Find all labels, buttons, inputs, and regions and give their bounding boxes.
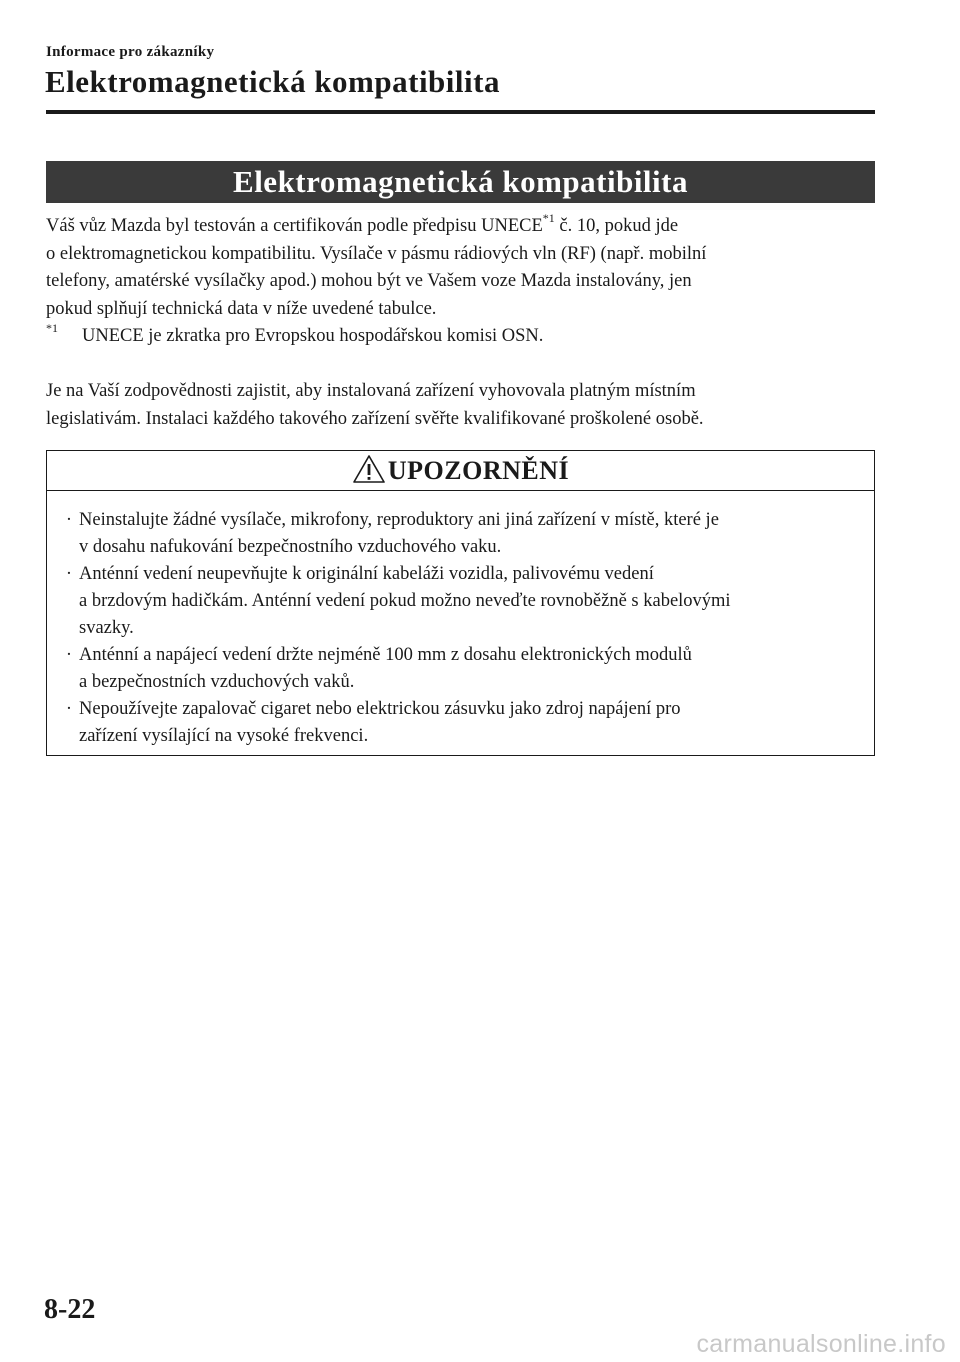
footnote-text: UNECE je zkratka pro Evropskou hospodářskou komisi OSN. (82, 326, 544, 346)
caution-item-line: Anténní vedení neupevňujte k originální kabeláži vozidla, palivovému vedení (79, 564, 654, 584)
page-title-bar: Elektromagnetická kompatibilita (46, 161, 875, 203)
watermark: carmanualsonline.info (696, 1330, 946, 1358)
footnote-reference: *1 (542, 210, 555, 225)
section-title: Elektromagnetická kompatibilita (45, 64, 500, 99)
caution-item (61, 642, 864, 696)
caution-item (61, 507, 864, 561)
caution-list (47, 491, 874, 750)
caution-item (61, 561, 864, 642)
bullet: · (65, 645, 73, 665)
caution-item-line: Neinstalujte žádné vysílače, mikrofony, reproduktory ani jiná zařízení v místě, které je (79, 510, 719, 530)
bullet: · (65, 510, 73, 530)
responsibility-line-2: legislativám. Instalaci každého takového zařízení svěřte kvalifikované proškolené osobě. (46, 408, 704, 429)
responsibility-paragraph (46, 378, 886, 433)
caution-item-line: svazky. (79, 618, 134, 638)
intro-line-2: o elektromagnetickou kompatibilitu. Vysílače v pásmu rádiových vln (RF) (např. mobilní (46, 243, 707, 264)
caution-heading: UPOZORNĚNÍ (387, 455, 570, 485)
caution-item-line: Anténní a napájecí vedení držte nejméně 100 mm z dosahu elektronických modulů (79, 645, 692, 665)
page-number: 8-22 (44, 1294, 96, 1325)
caution-item-line: v dosahu nafukování bezpečnostního vzduchového vaku. (79, 537, 502, 557)
section-subtitle: Informace pro zákazníky (46, 44, 215, 60)
bullet: · (65, 564, 73, 584)
intro-line-1-tail: č. 10, pokud jde (554, 216, 679, 236)
header-divider (46, 110, 875, 114)
responsibility-line-1: Je na Vaší zodpovědnosti zajistit, aby instalovaná zařízení vyhovovala platným místním (46, 381, 696, 401)
caution-header (47, 451, 874, 491)
caution-item-line: Nepoužívejte zapalovač cigaret nebo elektrickou zásuvku jako zdroj napájení pro (79, 699, 681, 719)
intro-paragraph (46, 210, 886, 351)
caution-item (61, 696, 864, 750)
caution-box (46, 450, 875, 756)
caution-item-line: a brzdovým hadičkám. Anténní vedení pokud možno neveďte rovnoběžně s kabelovými (79, 591, 731, 611)
intro-line-1 (46, 210, 886, 241)
footnote-mark: *1 (46, 320, 58, 335)
intro-line-4: pokud splňují technická data v níže uvedené tabulce. (46, 298, 437, 319)
intro-line-1-text: Váš vůz Mazda byl testován a certifikován podle předpisu UNECE (46, 216, 543, 236)
caution-item-line: a bezpečnostních vzduchových vaků. (79, 672, 355, 692)
intro-line-3: telefony, amatérské vysílačky apod.) mohou být ve Vašem voze Mazda instalovány, jen (46, 271, 692, 291)
bullet: · (65, 699, 73, 719)
footnote (46, 320, 886, 351)
warning-triangle-icon (352, 454, 386, 484)
caution-item-line: zařízení vysílající na vysoké frekvenci. (79, 726, 369, 746)
